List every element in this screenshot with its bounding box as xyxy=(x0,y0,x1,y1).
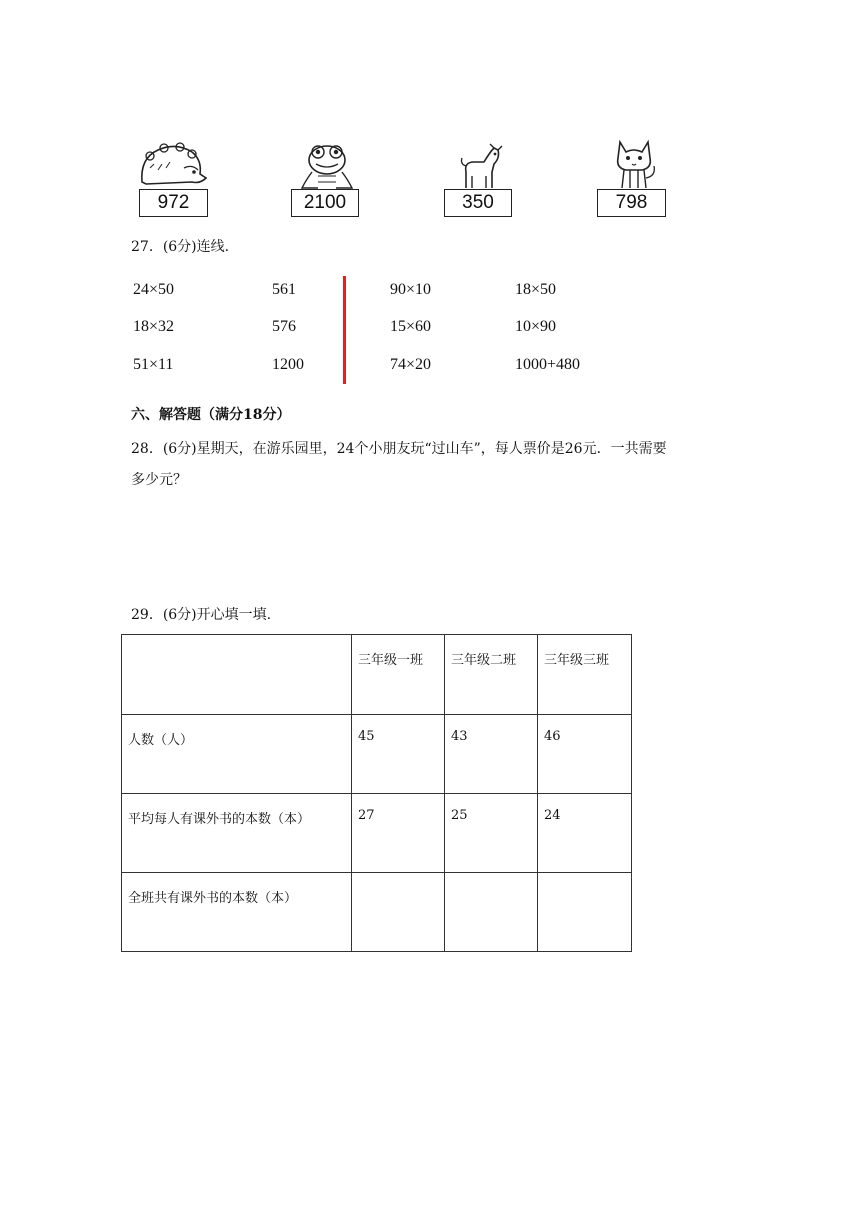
number-box-972: 972 xyxy=(139,189,208,217)
cell-total-class2[interactable] xyxy=(445,873,538,952)
q27-left-result-3[interactable]: 1200 xyxy=(272,356,304,373)
number-box-2100: 2100 xyxy=(291,189,359,217)
number-box-798: 798 xyxy=(597,189,666,217)
q27-left-expr-3[interactable]: 51×11 xyxy=(133,356,174,373)
table-header-class1: 三年级一班 xyxy=(352,635,445,715)
cell-people-class2: 43 xyxy=(445,715,538,794)
row-label-avg-books: 平均每人有课外书的本数（本） xyxy=(122,794,352,873)
q27-title: 27．(6分)连线. xyxy=(131,239,230,255)
q27-right-result-1[interactable]: 18×50 xyxy=(515,281,557,298)
q29-title: 29．(6分)开心填一填. xyxy=(131,607,272,623)
cell-avg-class3: 24 xyxy=(538,794,632,873)
table-header-class2: 三年级二班 xyxy=(445,635,538,715)
divider-line xyxy=(343,276,346,384)
q28-line1: 28．(6分)星期天，在游乐园里，24个小朋友玩“过山车”，每人票价是26元．一共需要 xyxy=(131,441,667,457)
q27-left-result-1[interactable]: 561 xyxy=(272,281,296,298)
cell-avg-class1: 27 xyxy=(352,794,445,873)
q27-left-expr-2[interactable]: 18×32 xyxy=(133,318,175,335)
goat-icon xyxy=(454,142,504,190)
table-header-class3: 三年级三班 xyxy=(538,635,632,715)
cell-total-class1[interactable] xyxy=(352,873,445,952)
table-row xyxy=(122,715,632,794)
cell-avg-class2: 25 xyxy=(445,794,538,873)
q27-left-expr-1[interactable]: 24×50 xyxy=(133,281,175,298)
q27-right-expr-2[interactable]: 15×60 xyxy=(390,318,432,335)
cat-icon xyxy=(610,138,660,190)
number-box-350: 350 xyxy=(444,189,512,217)
frog-icon xyxy=(296,140,358,192)
hedgehog-icon xyxy=(136,138,208,190)
table-row xyxy=(122,794,632,873)
q28-line2: 多少元？ xyxy=(131,472,187,488)
cell-people-class3: 46 xyxy=(538,715,632,794)
table-header-empty xyxy=(122,635,352,715)
q27-right-result-2[interactable]: 10×90 xyxy=(515,318,557,335)
cell-total-class3[interactable] xyxy=(538,873,632,952)
row-label-people: 人数（人） xyxy=(122,715,352,794)
cell-people-class1: 45 xyxy=(352,715,445,794)
class-books-table xyxy=(121,634,632,952)
q27-right-expr-3[interactable]: 74×20 xyxy=(390,356,432,373)
section-title: 六、解答题（满分18分） xyxy=(131,407,291,423)
q27-left-result-2[interactable]: 576 xyxy=(272,318,296,335)
q27-right-expr-1[interactable]: 90×10 xyxy=(390,281,432,298)
q27-right-result-3[interactable]: 1000+480 xyxy=(515,356,581,373)
row-label-total-books: 全班共有课外书的本数（本） xyxy=(122,873,352,952)
table-row xyxy=(122,873,632,952)
